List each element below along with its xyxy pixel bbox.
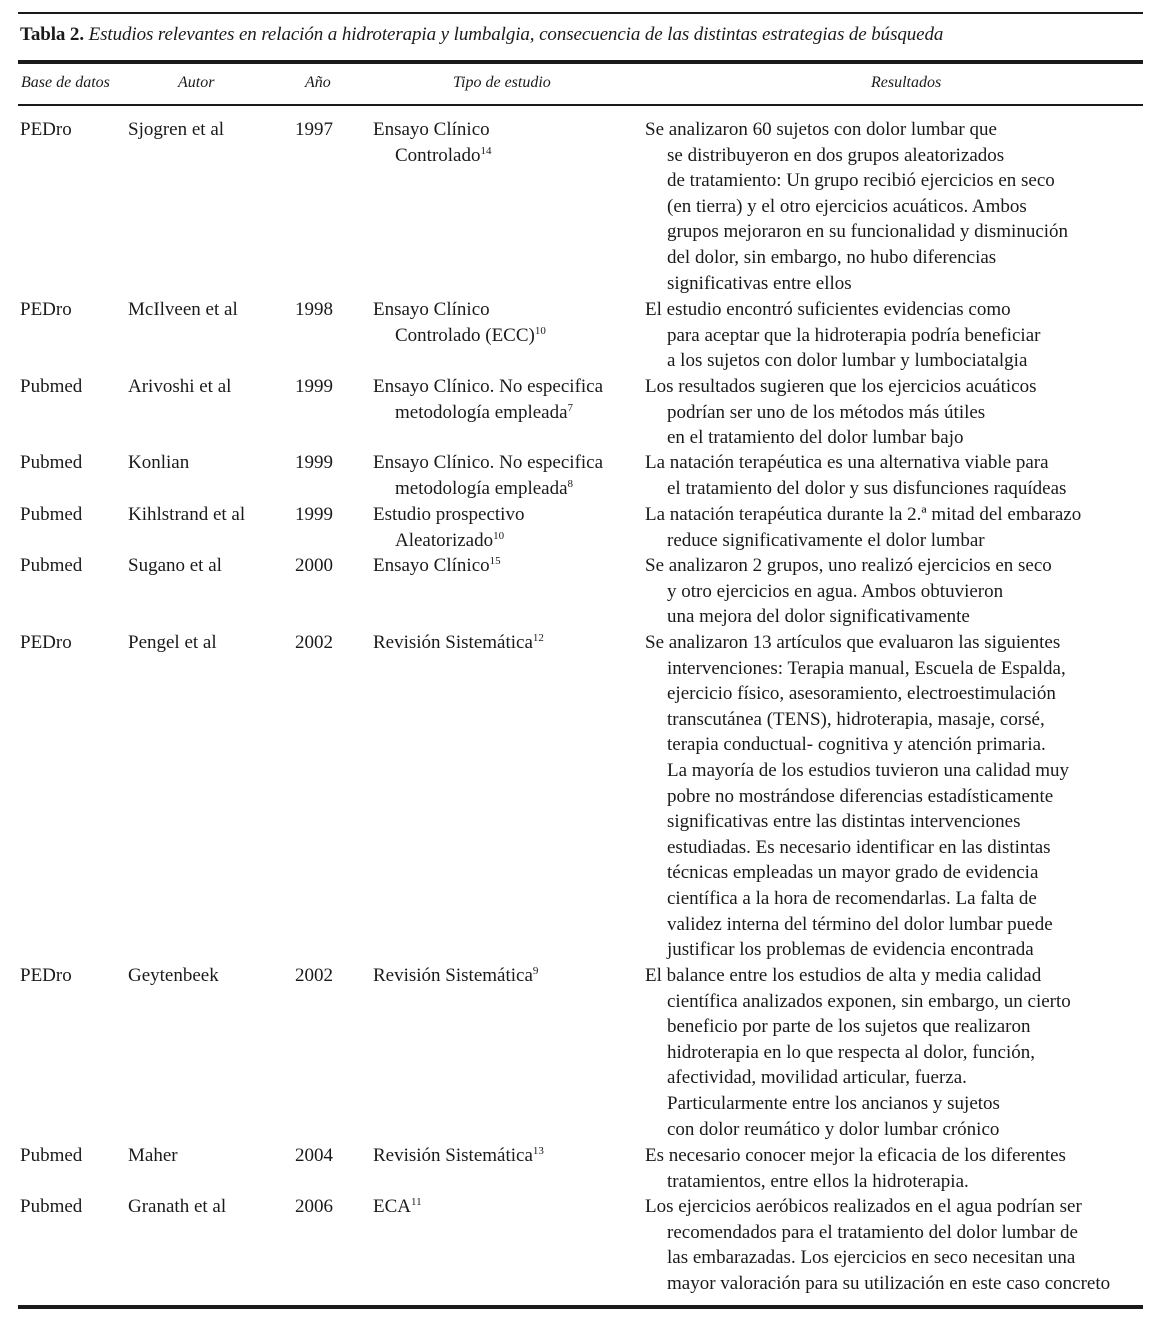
results-line: con dolor reumático y dolor lumbar crónico: [667, 1118, 1000, 1140]
reference-superscript: 11: [411, 1196, 422, 1208]
study-type-line: [373, 374, 603, 400]
cell-study-type: [373, 117, 492, 168]
cell-author: Konlian: [128, 452, 190, 473]
study-type-line: [373, 323, 546, 349]
cell-year: 1999: [295, 376, 333, 397]
cell-database: PEDro: [20, 299, 72, 320]
results-line: significativas entre las distintas intervenciones: [667, 811, 1021, 833]
reference-superscript: 9: [532, 965, 539, 977]
study-type-text: Ensayo Clínico: [373, 555, 490, 576]
cell-study-type: [373, 1194, 422, 1220]
results-line: el tratamiento del dolor y sus disfunciones raquídeas: [667, 477, 1067, 499]
study-type-text: metodología empleada: [395, 477, 568, 499]
results-line: transcutánea (TENS), hidroterapia, masaje, corsé,: [667, 708, 1045, 730]
reference-superscript: 14: [480, 144, 492, 157]
cell-results: [645, 963, 1071, 1142]
study-type-line: [373, 117, 492, 143]
cell-author: Geytenbeek: [128, 965, 219, 986]
results-line: beneficio por parte de los sujetos que realizaron: [667, 1016, 1031, 1038]
study-type-text: Ensayo Clínico: [373, 299, 490, 320]
cell-author: Maher: [128, 1145, 178, 1166]
reference-superscript: 10: [534, 324, 546, 337]
study-type-text: metodología empleada: [395, 401, 568, 423]
results-line: se distribuyeron en dos grupos aleatorizados: [667, 144, 1005, 166]
cell-study-type: [373, 297, 546, 348]
results-line: Se analizaron 13 artículos que evaluaron las siguientes: [645, 632, 1061, 653]
cell-results: [645, 1143, 1066, 1194]
cell-results: [645, 374, 1037, 451]
cell-study-type: [373, 450, 603, 501]
cell-database: PEDro: [20, 632, 72, 653]
results-line: Particularmente entre los ancianos y sujetos: [667, 1092, 1000, 1114]
cell-study-type: [373, 553, 501, 579]
header-results: Resultados: [871, 74, 942, 91]
study-type-text: Aleatorizado: [395, 529, 494, 551]
study-type-line: [373, 297, 546, 323]
results-line: justificar los problemas de evidencia encontrada: [667, 939, 1034, 961]
cell-year: 2004: [295, 1145, 333, 1166]
results-line: tratamientos, entre ellos la hidroterapia.: [667, 1170, 969, 1192]
header-study-type: Tipo de estudio: [453, 74, 551, 91]
header-year: Año: [305, 74, 331, 91]
study-type-text: Revisión Sistemática: [373, 965, 533, 986]
study-type-text: Controlado: [395, 144, 481, 166]
results-line: hidroterapia en lo que respecta al dolor, función,: [667, 1041, 1036, 1063]
results-line: una mejora del dolor significativamente: [667, 606, 970, 628]
results-line: La natación terapéutica es una alternativa viable para: [645, 452, 1049, 473]
cell-database: Pubmed: [20, 555, 83, 576]
cell-study-type: [373, 630, 544, 656]
results-line: intervenciones: Terapia manual, Escuela de Espalda,: [667, 657, 1066, 679]
results-line: La natación terapéutica durante la 2.ª mitad del embarazo: [645, 504, 1082, 525]
cell-author: Pengel et al: [128, 632, 217, 653]
study-type-text: Ensayo Clínico. No especifica: [373, 376, 604, 397]
study-type-line: [373, 1194, 422, 1220]
reference-superscript: 12: [532, 632, 544, 644]
cell-results: [645, 502, 1081, 553]
bottom-rule: [18, 1305, 1143, 1309]
results-line: Los resultados sugieren que los ejercicios acuáticos: [645, 376, 1037, 397]
results-line: recomendados para el tratamiento del dolor lumbar de: [667, 1221, 1078, 1243]
results-line: mayor valoración para su utilización en este caso concreto: [667, 1272, 1111, 1294]
cell-year: 1999: [295, 504, 333, 525]
results-line: del dolor, sin embargo, no hubo diferencias: [667, 246, 997, 268]
study-type-line: [373, 528, 524, 554]
caption-label: Tabla 2.: [20, 24, 84, 45]
cell-results: [645, 630, 1069, 963]
results-line: significativas entre ellos: [667, 272, 852, 294]
study-type-text: Revisión Sistemática: [373, 632, 533, 653]
caption-rule: [18, 60, 1143, 64]
table-caption: [20, 24, 943, 46]
cell-database: PEDro: [20, 965, 72, 986]
cell-year: 2000: [295, 555, 333, 576]
study-type-line: [373, 630, 544, 656]
header-author: Autor: [178, 74, 215, 91]
results-line: reduce significativamente el dolor lumbar: [667, 529, 985, 551]
results-line: ejercicio físico, asesoramiento, electroestimulación: [667, 683, 1056, 705]
cell-study-type: [373, 963, 538, 989]
cell-author: McIlveen et al: [128, 299, 238, 320]
cell-database: Pubmed: [20, 452, 83, 473]
results-line: científica a la hora de recomendarlas. La falta de: [667, 887, 1037, 909]
reference-superscript: 15: [489, 555, 501, 567]
results-line: de tratamiento: Un grupo recibió ejercicios en seco: [667, 170, 1055, 192]
results-line: pobre no mostrándose diferencias estadísticamente: [667, 785, 1054, 807]
study-type-line: [373, 553, 501, 579]
cell-year: 1997: [295, 119, 333, 140]
results-line: La mayoría de los estudios tuvieron una calidad muy: [667, 759, 1070, 781]
cell-year: 1998: [295, 299, 333, 320]
caption-text: Estudios relevantes en relación a hidroterapia y lumbalgia, consecuencia de las distintas estrategias de búsqueda: [83, 24, 944, 45]
study-type-line: [373, 502, 524, 528]
study-type-text: Ensayo Clínico. No especifica: [373, 452, 604, 473]
reference-superscript: 7: [567, 401, 574, 414]
cell-database: Pubmed: [20, 504, 83, 525]
header-rule: [18, 104, 1143, 106]
reference-superscript: 8: [567, 477, 574, 490]
cell-database: Pubmed: [20, 376, 83, 397]
study-type-text: Ensayo Clínico: [373, 119, 490, 140]
cell-study-type: [373, 502, 524, 553]
cell-year: 2002: [295, 965, 333, 986]
cell-year: 2002: [295, 632, 333, 653]
cell-database: Pubmed: [20, 1196, 83, 1217]
cell-results: [645, 297, 1040, 374]
study-type-text: ECA: [373, 1196, 411, 1217]
reference-superscript: 13: [532, 1145, 544, 1157]
cell-database: PEDro: [20, 119, 72, 140]
cell-author: Granath et al: [128, 1196, 227, 1217]
results-line: podrían ser uno de los métodos más útiles: [667, 401, 986, 423]
cell-database: Pubmed: [20, 1145, 83, 1166]
study-type-line: [373, 143, 492, 169]
cell-year: 2006: [295, 1196, 333, 1217]
cell-results: [645, 1194, 1110, 1296]
results-line: grupos mejoraron en su funcionalidad y disminución: [667, 221, 1069, 243]
study-type-line: [373, 450, 603, 476]
study-type-line: [373, 963, 538, 989]
cell-results: [645, 553, 1052, 630]
results-line: las embarazadas. Los ejercicios en seco necesitan una: [667, 1247, 1076, 1269]
results-line: validez interna del término del dolor lumbar puede: [667, 913, 1053, 935]
results-line: afectividad, movilidad articular, fuerza.: [667, 1067, 967, 1089]
cell-study-type: [373, 1143, 544, 1169]
results-line: El estudio encontró suficientes evidencias como: [645, 299, 1011, 320]
study-type-text: Revisión Sistemática: [373, 1145, 533, 1166]
cell-author: Sugano et al: [128, 555, 222, 576]
header-database: Base de datos: [21, 74, 110, 91]
results-line: para aceptar que la hidroterapia podría beneficiar: [667, 324, 1041, 346]
top-rule: [18, 12, 1143, 14]
results-line: terapia conductual- cognitiva y atención primaria.: [667, 734, 1046, 756]
results-line: Es necesario conocer mejor la eficacia de los diferentes: [645, 1145, 1066, 1166]
results-line: científica analizados exponen, sin embargo, un cierto: [667, 990, 1071, 1012]
reference-superscript: 10: [493, 529, 505, 542]
cell-results: [645, 450, 1066, 501]
results-line: Se analizaron 2 grupos, uno realizó ejercicios en seco: [645, 555, 1052, 576]
results-line: a los sujetos con dolor lumbar y lumbociatalgia: [667, 350, 1028, 372]
study-type-line: [373, 400, 603, 426]
results-line: en el tratamiento del dolor lumbar bajo: [667, 427, 964, 449]
study-type-line: [373, 476, 603, 502]
results-line: y otro ejercicios en agua. Ambos obtuvieron: [667, 580, 1004, 602]
results-line: (en tierra) y el otro ejercicios acuáticos. Ambos: [667, 195, 1027, 217]
cell-author: Kihlstrand et al: [128, 504, 246, 525]
cell-author: Sjogren et al: [128, 119, 225, 140]
results-line: El balance entre los estudios de alta y media calidad: [645, 965, 1042, 986]
study-type-line: [373, 1143, 544, 1169]
results-line: estudiadas. Es necesario identificar en las distintas: [667, 836, 1051, 858]
results-line: técnicas empleadas un mayor grado de evidencia: [667, 862, 1039, 884]
cell-author: Arivoshi et al: [128, 376, 232, 397]
cell-year: 1999: [295, 452, 333, 473]
study-type-text: Estudio prospectivo: [373, 504, 525, 525]
cell-study-type: [373, 374, 603, 425]
cell-results: [645, 117, 1068, 296]
study-type-text: Controlado (ECC): [395, 324, 535, 346]
results-line: Los ejercicios aeróbicos realizados en el agua podrían ser: [645, 1196, 1082, 1217]
results-line: Se analizaron 60 sujetos con dolor lumbar que: [645, 119, 997, 140]
